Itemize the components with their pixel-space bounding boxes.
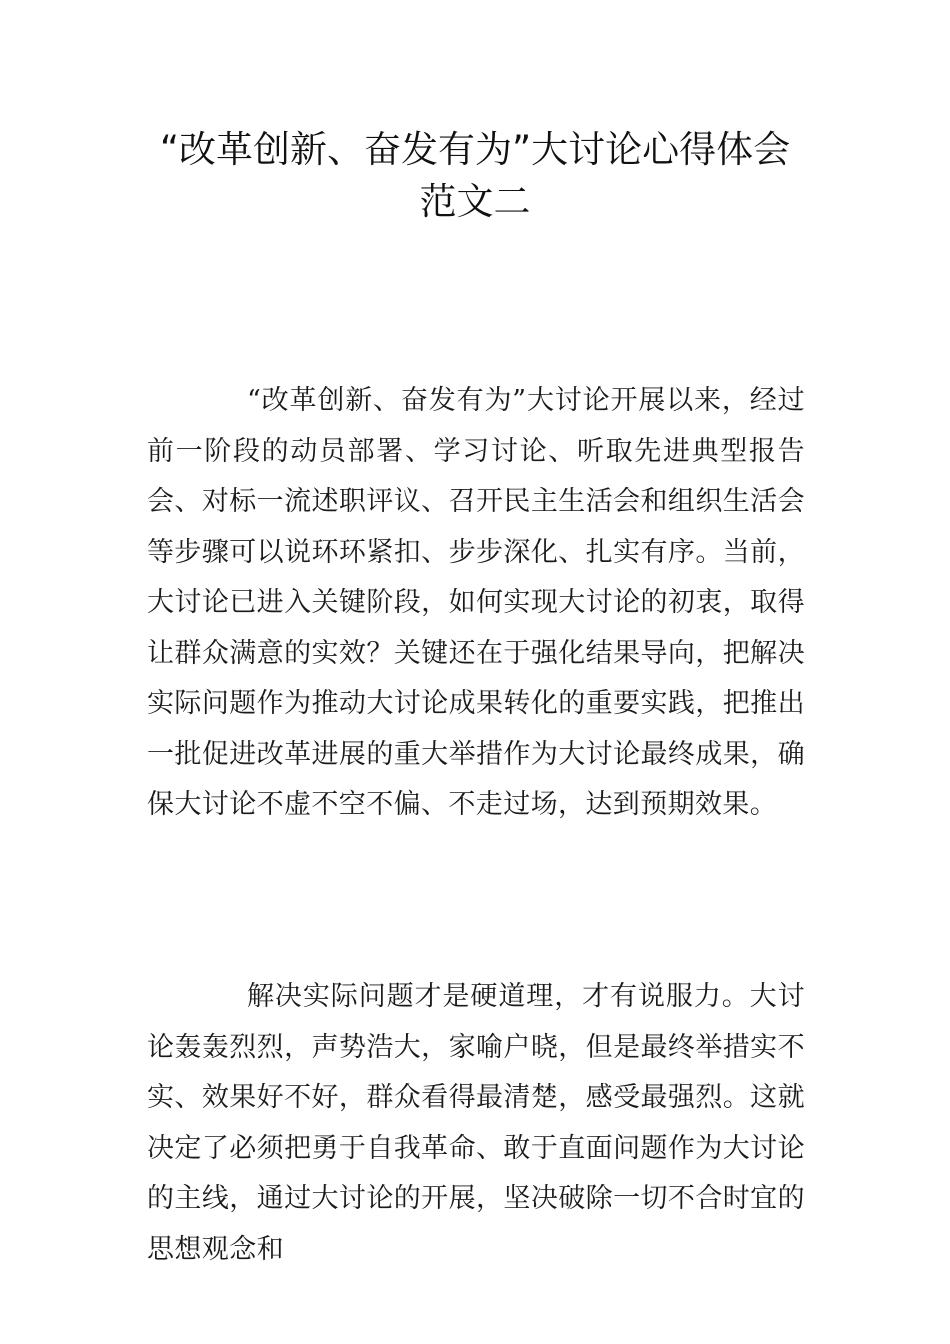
body-paragraph-1: “改革创新、奋发有为”大讨论开展以来，经过前一阶段的动员部署、学习讨论、听取先进典型报告会、对标一流述职评议、召开民主生活会和组织生活会等步骤可以说环环紧扣、步步深化、扎实有序。当前，大讨论已进入关键阶段，如何实现大讨论的初衷，取得让群众满意的实效？关键还在于强化结果导向，把解决实际问题作为推动大讨论成果转化的重要实践，把推出一批促进改革进展的重大举措作为大讨论最终成果，确保大讨论不虚不空不偏、不走过场，达到预期效果。 (147, 385, 805, 820)
body-paragraph-2: 解决实际问题才是硬道理，才有说服力。大讨论轰轰烈烈，声势浩大，家喻户晓，但是最终举措实不实、效果好不好，群众看得最清楚，感受最强烈。这就决定了必须把勇于自我革命、敢于直面问题作为大讨论的主线，通过大讨论的开展，坚决破除一切不合时宜的思想观念和 (147, 981, 805, 1265)
document-title: “改革创新、奋发有为”大讨论心得体会 (159, 128, 791, 171)
document-subtitle: 范文二 (419, 180, 531, 223)
